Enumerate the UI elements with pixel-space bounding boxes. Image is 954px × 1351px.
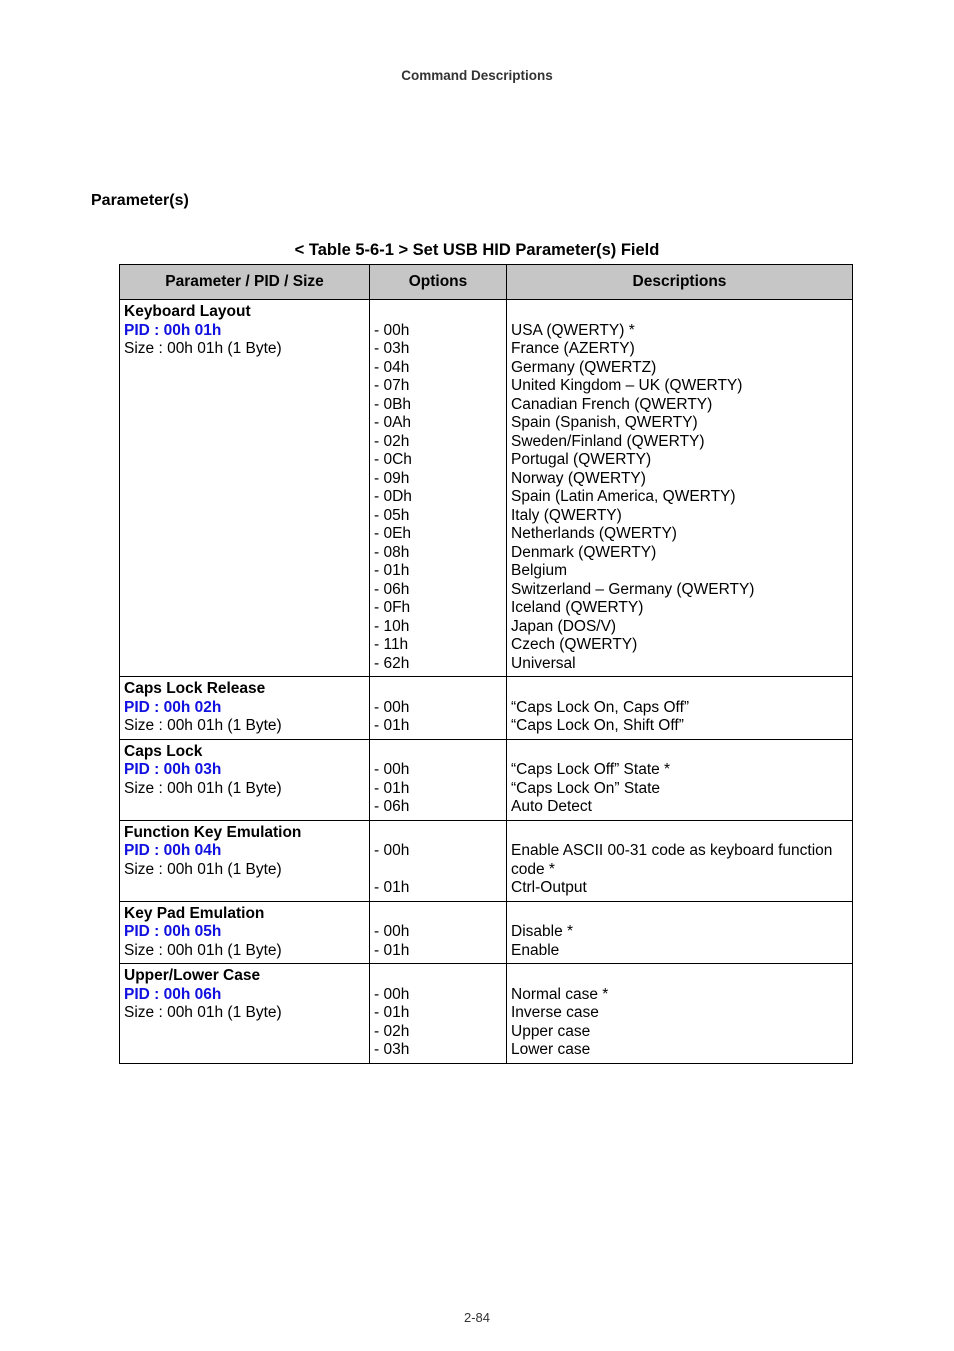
description-text: France (AZERTY) — [511, 340, 635, 357]
parameter-name: Key Pad Emulation — [124, 904, 265, 922]
option-value: - 07h — [374, 377, 410, 394]
description-text: Belgium — [511, 562, 567, 579]
option-value: - 03h — [374, 1041, 410, 1058]
description-text: Universal — [511, 654, 576, 672]
options-cell — [370, 300, 507, 677]
column-header-options: Options — [370, 265, 507, 300]
parameter-pid: PID : 00h 06h — [124, 985, 222, 1003]
parameter-cell — [120, 964, 370, 1064]
description-text: Enable ASCII 00-31 code as keyboard function — [511, 842, 833, 859]
option-value: - 01h — [374, 562, 410, 579]
option-value: - 00h — [374, 761, 410, 778]
column-header-parameter: Parameter / PID / Size — [120, 265, 370, 300]
option-value: - 00h — [374, 842, 410, 859]
description-text: “Caps Lock Off” State * — [511, 761, 671, 778]
description-text: Spain (Spanish, QWERTY) — [511, 414, 698, 431]
option-value: - 0Bh — [374, 395, 412, 413]
parameter-size: Size : 00h 01h (1 Byte) — [124, 717, 282, 734]
section-title: Parameter(s) — [91, 192, 189, 209]
parameter-pid: PID : 00h 01h — [124, 321, 222, 339]
option-value: - 03h — [374, 340, 410, 357]
parameter-pid: PID : 00h 04h — [124, 842, 222, 859]
description-text: Netherlands (QWERTY) — [511, 525, 677, 542]
option-value: - 00h — [374, 321, 410, 339]
option-value: - 06h — [374, 580, 410, 598]
column-header-descriptions: Descriptions — [507, 265, 853, 300]
table-row — [120, 739, 853, 820]
description-text: Sweden/Finland (QWERTY) — [511, 432, 705, 450]
descriptions-cell — [507, 300, 853, 677]
table-row — [120, 820, 853, 901]
option-value: - 0Eh — [374, 525, 412, 542]
parameter-name: Caps Lock — [124, 742, 203, 760]
options-cell — [370, 677, 507, 740]
option-value: - 0Ah — [374, 414, 412, 431]
description-text: Ctrl-Output — [511, 879, 587, 896]
page-number: 2-84 — [463, 1310, 491, 1325]
description-text: Japan (DOS/V) — [511, 617, 617, 635]
description-text: “Caps Lock On, Caps Off” — [511, 698, 690, 716]
description-text: Germany (QWERTZ) — [511, 358, 657, 376]
parameter-cell — [120, 739, 370, 820]
parameter-name: Upper/Lower Case — [124, 967, 261, 984]
option-value: - 01h — [374, 941, 410, 959]
option-value: - 01h — [374, 779, 410, 797]
options-cell — [370, 820, 507, 901]
description-text: Canadian French (QWERTY) — [511, 395, 713, 413]
option-value: - 01h — [374, 879, 410, 896]
parameter-size: Size : 00h 01h (1 Byte) — [124, 860, 282, 878]
description-text: Spain (Latin America, QWERTY) — [511, 488, 736, 505]
page-header: Command Descriptions — [401, 68, 553, 83]
descriptions-cell — [507, 739, 853, 820]
description-text: “Caps Lock On, Shift Off” — [511, 717, 684, 734]
parameter-pid: PID : 00h 05h — [124, 923, 222, 940]
description-text: Italy (QWERTY) — [511, 506, 622, 524]
option-value: - 00h — [374, 923, 410, 940]
option-value: - 06h — [374, 798, 410, 815]
description-text: Disable * — [511, 923, 574, 940]
option-value: - 0Ch — [374, 451, 412, 468]
option-value — [374, 861, 502, 880]
parameter-cell — [120, 901, 370, 964]
descriptions-cell — [507, 677, 853, 740]
option-value: - 04h — [374, 358, 410, 376]
option-value: - 05h — [374, 506, 410, 524]
parameter-name: Function Key Emulation — [124, 823, 302, 841]
description-text: Czech (QWERTY) — [511, 636, 638, 653]
description-text: Normal case * — [511, 985, 609, 1003]
parameter-pid: PID : 00h 02h — [124, 698, 222, 716]
description-text: Iceland (QWERTY) — [511, 599, 644, 616]
description-text: Upper case — [511, 1022, 591, 1040]
description-text: Lower case — [511, 1041, 591, 1058]
table-header-row — [120, 265, 853, 300]
option-value: - 08h — [374, 543, 410, 561]
parameter-cell — [120, 677, 370, 740]
option-value: - 02h — [374, 432, 410, 450]
option-value: - 11h — [374, 636, 409, 653]
description-text: Portugal (QWERTY) — [511, 451, 652, 468]
option-value: - 00h — [374, 698, 410, 716]
description-text: Switzerland – Germany (QWERTY) — [511, 580, 755, 598]
table-row — [120, 964, 853, 1064]
descriptions-cell — [507, 820, 853, 901]
description-text: Denmark (QWERTY) — [511, 543, 657, 561]
descriptions-cell — [507, 901, 853, 964]
option-value: - 09h — [374, 469, 410, 487]
parameters-table — [119, 264, 853, 1064]
option-value: - 0Dh — [374, 488, 412, 505]
parameter-cell — [120, 820, 370, 901]
description-text: Inverse case — [511, 1004, 599, 1021]
parameter-size: Size : 00h 01h (1 Byte) — [124, 340, 282, 357]
table-row — [120, 677, 853, 740]
option-value: - 02h — [374, 1022, 410, 1040]
description-text: Enable — [511, 941, 560, 959]
parameter-name: Caps Lock Release — [124, 680, 266, 697]
description-text: code * — [511, 860, 555, 878]
option-value: - 00h — [374, 985, 410, 1003]
parameter-size: Size : 00h 01h (1 Byte) — [124, 779, 282, 797]
parameter-name: Keyboard Layout — [124, 303, 251, 320]
description-text: USA (QWERTY) * — [511, 321, 635, 339]
option-value: - 01h — [374, 717, 410, 734]
description-text: “Caps Lock On” State — [511, 779, 661, 797]
option-value: - 0Fh — [374, 599, 411, 616]
parameter-cell — [120, 300, 370, 677]
option-value: - 62h — [374, 654, 410, 672]
table-row — [120, 901, 853, 964]
description-text: United Kingdom – UK (QWERTY) — [511, 377, 743, 394]
parameter-pid: PID : 00h 03h — [124, 761, 222, 778]
table-caption: < Table 5-6-1 > Set USB HID Parameter(s) Field — [294, 241, 660, 259]
descriptions-cell — [507, 964, 853, 1064]
parameter-size: Size : 00h 01h (1 Byte) — [124, 941, 282, 959]
options-cell — [370, 901, 507, 964]
option-value: - 01h — [374, 1004, 410, 1021]
table-body — [120, 300, 853, 1064]
description-text: Auto Detect — [511, 798, 592, 815]
table-row — [120, 300, 853, 677]
option-value: - 10h — [374, 617, 410, 635]
parameter-size: Size : 00h 01h (1 Byte) — [124, 1004, 282, 1021]
options-cell — [370, 964, 507, 1064]
options-cell — [370, 739, 507, 820]
description-text: Norway (QWERTY) — [511, 469, 646, 487]
